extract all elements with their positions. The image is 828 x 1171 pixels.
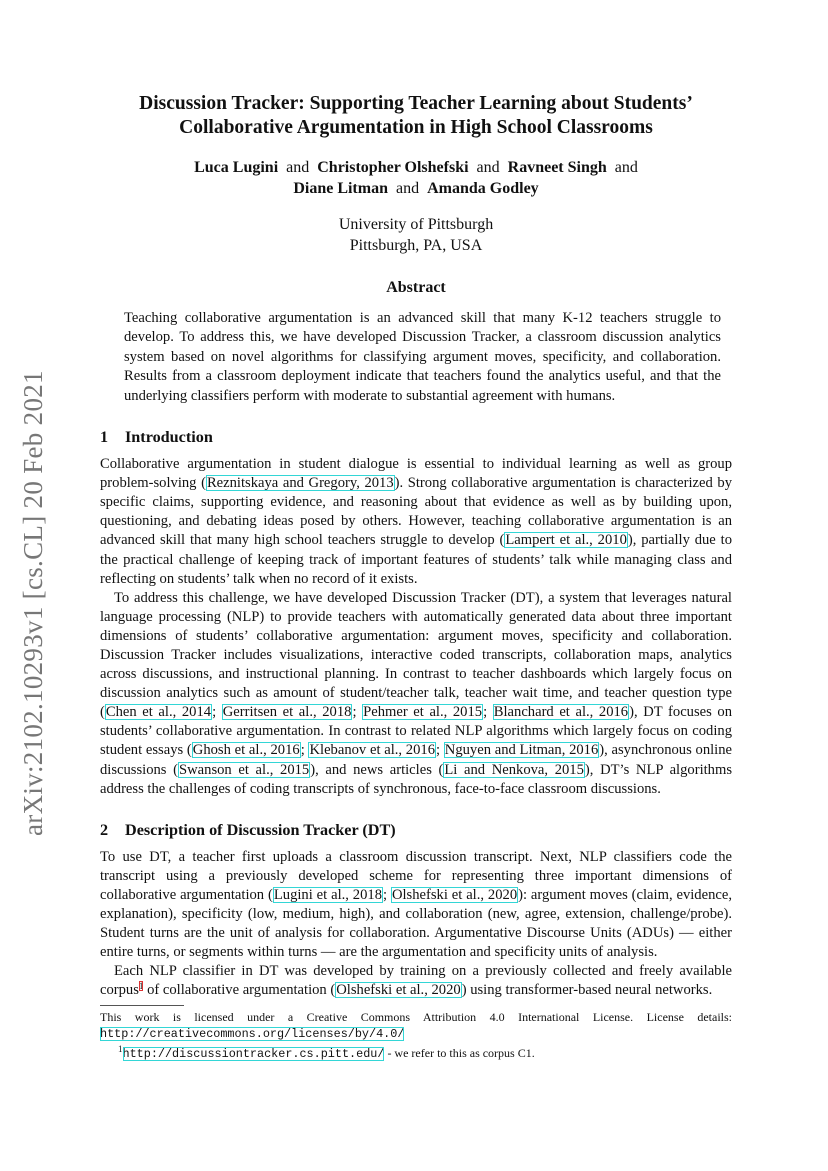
license-footnote [100,1009,732,1042]
citation-link[interactable]: Blanchard et al., 2016 [493,704,629,721]
citation-link[interactable]: Olshefski et al., 2020 [336,982,461,999]
footnote-marker[interactable]: 1 [138,980,144,991]
abstract-heading: Abstract [386,279,446,296]
paragraph [100,455,732,589]
section-title: Introduction [125,428,213,447]
footnote-1 [100,1045,732,1062]
footnote-divider [100,1005,184,1006]
description-body [100,848,732,1001]
author-name: Amanda Godley [427,180,539,197]
section-number: 2 [100,820,109,839]
title-line-1: Discussion Tracker: Supporting Teacher Learning about Students’ [139,93,693,114]
citation-link[interactable]: Pehmer et al., 2015 [363,704,483,721]
section-heading-introduction [100,428,732,447]
citation-link[interactable]: Lugini et al., 2018 [273,886,382,903]
title-line-2: Collaborative Argumentation in High School Classrooms [179,117,653,138]
citation-link[interactable]: Swanson et al., 2015 [179,761,310,778]
corpus-url-link[interactable]: http://discussiontracker.cs.pitt.edu/ [122,1047,385,1062]
citation-link[interactable]: Chen et al., 2014 [105,704,212,721]
section-number: 1 [100,428,109,447]
introduction-body [100,455,732,799]
author-separator: and [395,180,420,197]
citation-link[interactable]: Ghosh et al., 2016 [192,742,300,759]
abstract-text: Teaching collaborative argumentation is an advanced skill that many K-12 teachers struggle to develop. To address this, we have developed Discussion Tracker, a classroom discussion analytics system based on novel algorithms for classifying argument moves, specificity, and collaboration. Results from a classroom deployment indicate that teachers found the analytics useful, and that the underlying classifiers perform with moderate to substantial agreement with humans. [124,310,721,404]
affiliation [100,214,732,256]
affiliation-location: Pittsburgh, PA, USA [349,237,483,254]
citation-link[interactable]: Li and Nenkova, 2015 [444,761,584,778]
citation-link[interactable]: Gerritsen et al., 2018 [222,704,352,721]
author-name: Luca Lugini [194,159,279,176]
text-run: ), DT’s NLP algorithms address the challenges of coding transcripts of synchronous, face-to-face classroom discussions. [100,761,733,797]
author-name: Diane Litman [293,180,388,197]
citation-link[interactable]: Reznitskaya and Gregory, 2013 [206,475,394,492]
arxiv-identifier: arXiv:2102.10293v1 [cs.CL] 20 Feb 2021 [18,370,48,836]
text-run: ): argument moves (claim, evidence, explanation), specificity (low, medium, high), and collaboration (new, agree, extension, challenge/probe). Student turns are the unit of analysis for collaboration. Argumentative Discourse Units (ADUs) — either entire turns, or segments within turns — are the argumentation and specificity units of analysis. [100,886,732,961]
text-run: ), asynchronous online discussions ( [100,742,732,778]
paragraph [100,962,732,1000]
paper-page [100,92,732,1062]
text-run: To address this challenge, we have developed Discussion Tracker (DT), a system that leverages natural language processing (NLP) to provide teachers with automatically generated data about three important dimensions of students’ collaborative argumentation: argument moves, specificity and collaboration. Discussion Tracker includes visualizations, interactive coded transcripts, collaboration maps, analytics across discussions, and instructional planning. In contrast to teacher dashboards which largely focus on discussion analytics such as amount of student/teacher talk, teacher wait time, and teacher question type ( [100,589,732,721]
text-run: This work is licensed under a Creative Commons Attribution 4.0 International License. License details: [100,1010,732,1025]
author-name: Ravneet Singh [507,159,607,176]
citation-link[interactable]: Lampert et al., 2010 [505,532,627,549]
text-run: of collaborative argumentation ( [143,982,336,999]
citation-link[interactable]: Nguyen and Litman, 2016 [444,742,599,759]
paragraph: To use DT, a teacher first uploads a classroom discussion transcript. Next, NLP classifiers code the transcript using a previously developed scheme for representing three important dimensions of collaborative argumentation (Lugini et al., 2018; Olshefski et al., 2020): argument moves (claim, evidence, explanation), specificity (low, medium, high), and collaboration (new, agree, extension, challenge/probe). Student turns are the unit of analysis for collaboration. Argumentative Discourse Units (ADUs) — either entire turns, or segments within turns — are the argumentation and specificity units of analysis. [100,848,732,961]
text-run: ). Strong collaborative argumentation is characterized by specific claims, supporting evidence, and reasoning about that evidence as well as by building upon, questioning, and debating ideas posed by others. However, teaching collaborative argumentation is an advanced skill that many high school teachers struggle to develop ( [100,475,732,549]
text-run: ), DT focuses on students’ collaborative argumentation. In contrast to related NLP algorithms which largely focus on coding student essays ( [100,704,733,759]
author-separator: and [614,159,638,176]
author-separator: and [286,159,310,176]
paper-title [100,92,732,140]
citation-link[interactable]: Olshefski et al., 2020 [391,886,518,903]
text-run: ), partially due to the practical challenge of keeping track of important features of students’ talk while managing class and reflecting on students’ talk when no record of it exists. [100,532,732,587]
section-heading-description [100,821,732,840]
text-run: ) using transformer-based neural networks. [461,982,713,999]
text-run: - we refer to this as corpus C1. [384,1046,535,1061]
text-run: Collaborative argumentation in student dialogue is essential to individual learning as well as group problem-solving ( [100,456,732,492]
author-separator: and [476,159,500,176]
paragraph: To address this challenge, we have developed Discussion Tracker (DT), a system that leverages natural language processing (NLP) to provide teachers with automatically generated data about three important dimensions of students’ collaborative argumentation: argument moves, specificity and collaboration. Discussion Tracker includes visualizations, interactive coded transcripts, collaboration maps, analytics across discussions, and instructional planning. In contrast to teacher dashboards which largely focus on discussion analytics such as amount of student/teacher talk, teacher wait time, and teacher question type (Chen et al., 2014; Gerritsen et al., 2018; Pehmer et al., 2015; Blanchard et al., 2016), DT focuses on students’ collaborative argumentation. In contrast to related NLP algorithms which largely focus on coding student essays (Ghosh et al., 2016; Klebanov et al., 2016; Nguyen and Litman, 2016), asynchronous online discussions (Swanson et al., 2015), and news articles (Li and Nenkova, 2015), DT’s NLP algorithms address the challenges of coding transcripts of synchronous, face-to-face classroom discussions. [100,589,733,797]
citation-link[interactable]: Klebanov et al., 2016 [309,742,435,759]
affiliation-university: University of Pittsburgh [338,216,494,233]
author-list [100,157,732,199]
section-title: Description of Discussion Tracker (DT) [125,820,396,839]
author-name: Christopher Olshefski [317,159,469,176]
footnote-number: 1 [118,1044,123,1055]
text-run: To use DT, a teacher first uploads a classroom discussion transcript. Next, NLP classifiers code the transcript using a previously developed scheme for representing three important dimensions of collaborative argumentation ( [100,848,732,903]
license-url-link[interactable]: http://creativecommons.org/licenses/by/4.0/ [100,1027,405,1042]
text-run: ), and news articles ( [310,761,444,778]
text-run: Each NLP classifier in DT was developed by training on a previously collected and freely available corpus [100,963,732,999]
